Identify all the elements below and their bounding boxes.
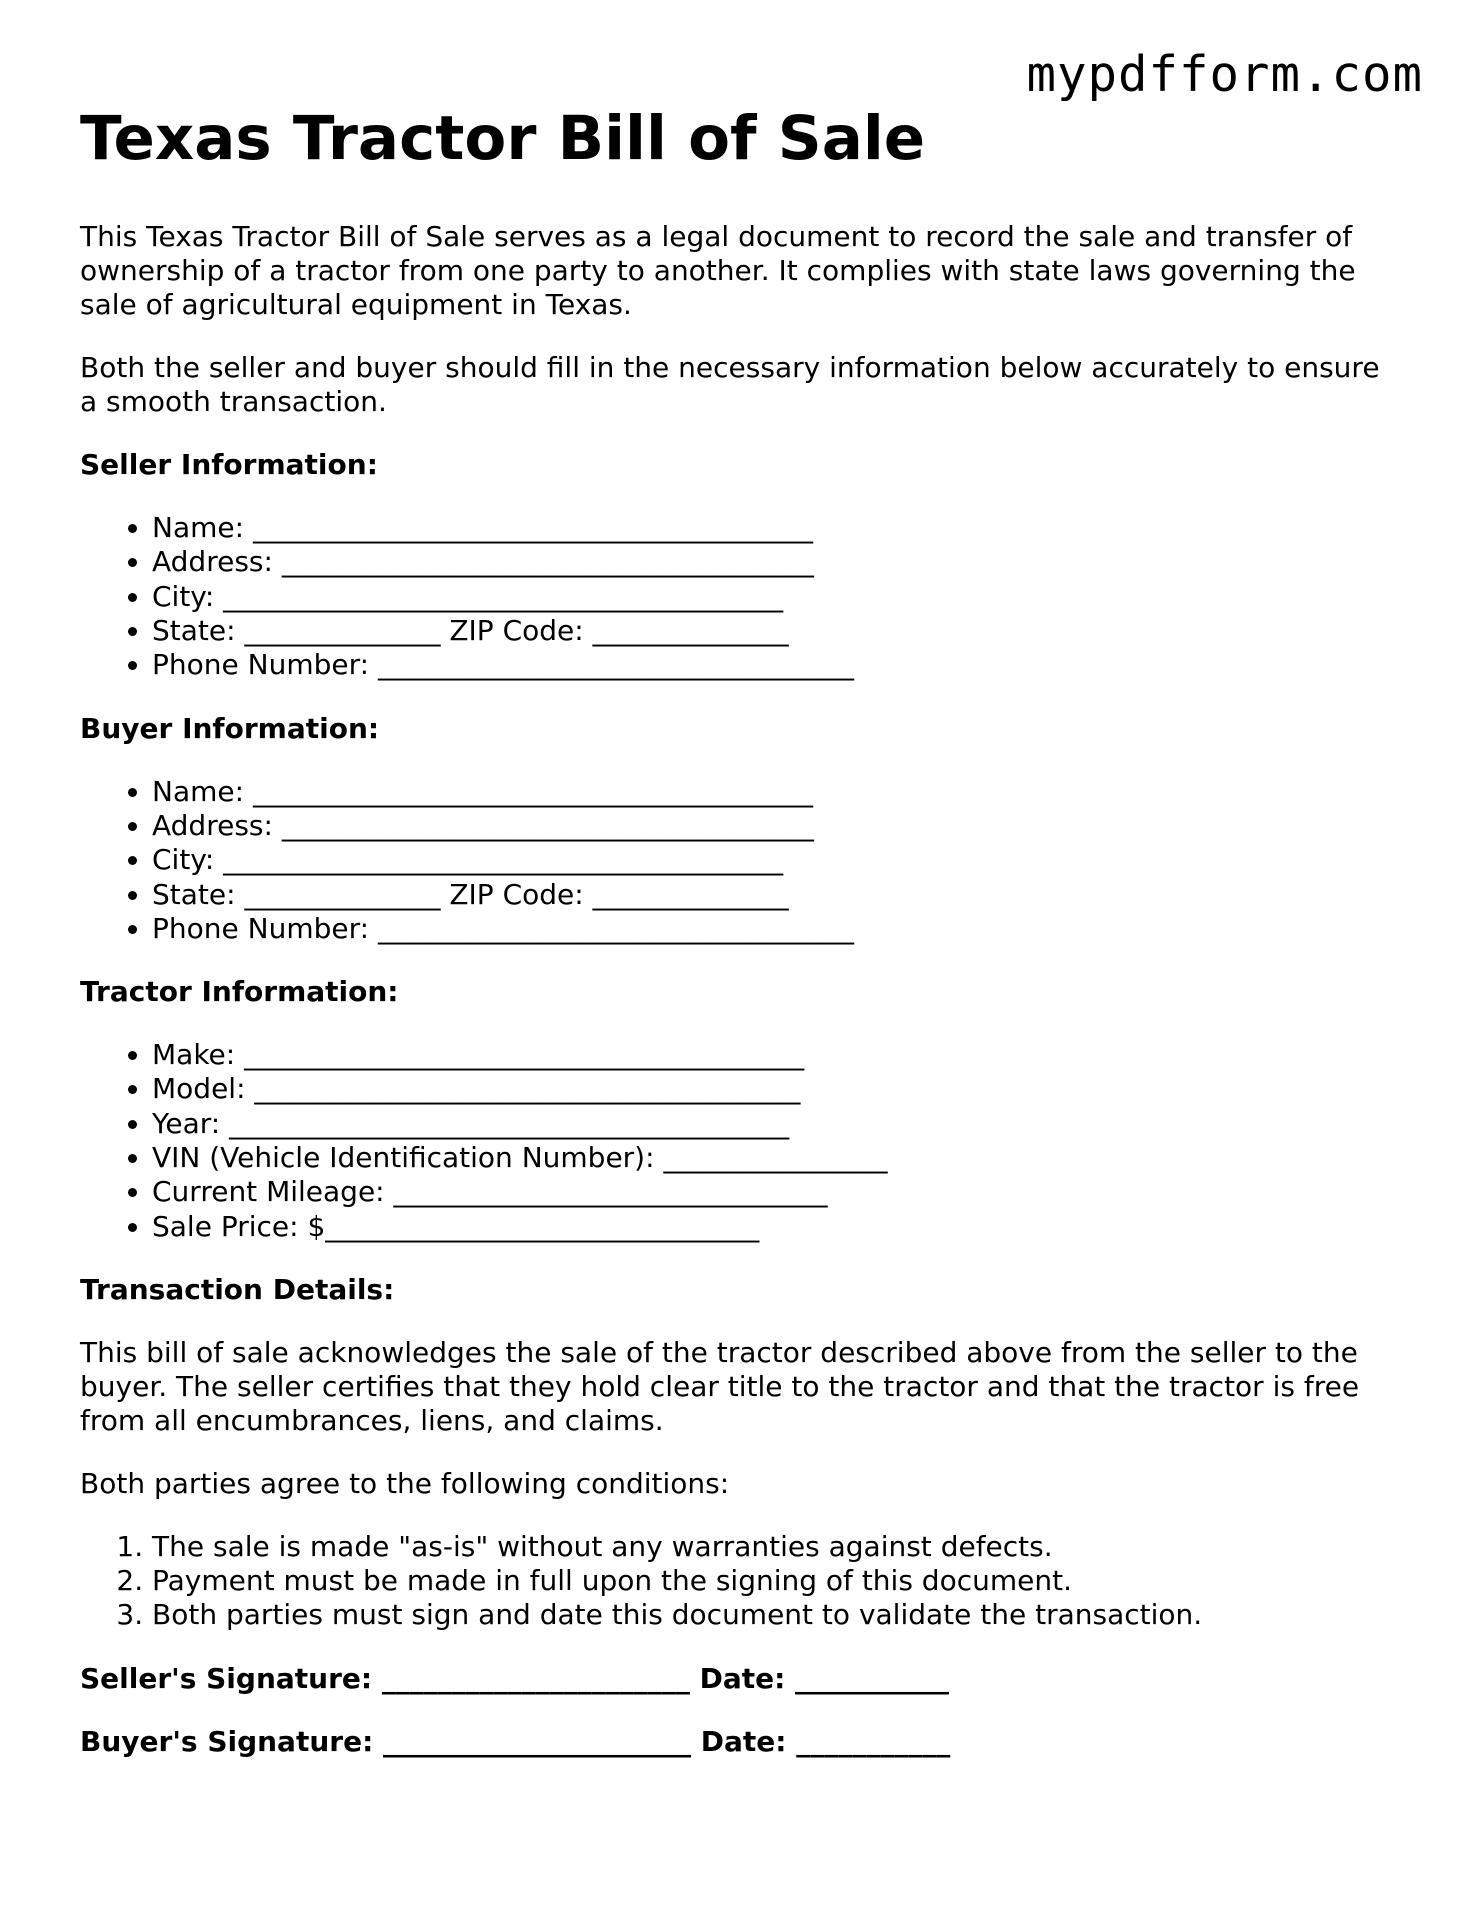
instructions-paragraph: Both the seller and buyer should fill in the necessary information below accurately to ensure a smooth transaction. xyxy=(80,351,1380,419)
buyer-name-field[interactable]: • Name: ________________________________________ xyxy=(152,775,1400,809)
tractor-sale-price-field[interactable]: • Sale Price: $_______________________________ xyxy=(152,1210,1400,1244)
seller-state-zip-field[interactable]: • State: ______________ ZIP Code: ______________ xyxy=(152,614,1400,648)
buyer-city-field[interactable]: • City: ________________________________________ xyxy=(152,843,1400,877)
tractor-make-field[interactable]: • Make: ________________________________________ xyxy=(152,1038,1400,1072)
condition-item: 1. The sale is made "as-is" without any warranties against defects. xyxy=(152,1530,1400,1564)
seller-city-field[interactable]: • City: ________________________________________ xyxy=(152,580,1400,614)
conditions-intro: Both parties agree to the following conditions: xyxy=(80,1466,730,1500)
buyer-information-list xyxy=(80,775,1400,946)
document-page xyxy=(80,104,1400,1788)
transaction-details-heading: Transaction Details: xyxy=(80,1272,395,1306)
tractor-model-field[interactable]: • Model: _______________________________________ xyxy=(152,1072,1400,1106)
tractor-year-field[interactable]: • Year: ________________________________________ xyxy=(152,1107,1400,1141)
seller-address-field[interactable]: • Address: ______________________________________ xyxy=(152,545,1400,579)
seller-name-field[interactable]: • Name: ________________________________________ xyxy=(152,511,1400,545)
buyer-information-heading: Buyer Information: xyxy=(80,711,380,745)
buyer-signature-line[interactable]: Buyer's Signature: ______________________ Date: ___________ xyxy=(80,1724,951,1758)
page-title: Texas Tractor Bill of Sale xyxy=(80,103,926,174)
watermark: mypdfform.com xyxy=(1026,46,1423,103)
seller-information-list xyxy=(80,511,1400,682)
seller-phone-field[interactable]: • Phone Number: __________________________________ xyxy=(152,648,1400,682)
conditions-list xyxy=(80,1530,1400,1633)
buyer-address-field[interactable]: • Address: ______________________________________ xyxy=(152,809,1400,843)
transaction-paragraph: This bill of sale acknowledges the sale of the tractor described above from the seller to the buyer. The seller certifies that they hold clear title to the tractor and that the tractor is free from all encumbrances, liens, and claims. xyxy=(80,1335,1360,1437)
intro-paragraph: This Texas Tractor Bill of Sale serves as a legal document to record the sale and transfer of ownership of a tractor from one party to another. It complies with state laws governing the sale of agricultural equipment in Texas. xyxy=(80,220,1356,322)
tractor-information-heading: Tractor Information: xyxy=(80,975,399,1009)
buyer-state-zip-field[interactable]: • State: ______________ ZIP Code: ______________ xyxy=(152,878,1400,912)
seller-information-heading: Seller Information: xyxy=(80,448,378,482)
seller-signature-line[interactable]: Seller's Signature: ______________________ Date: ___________ xyxy=(80,1661,950,1695)
tractor-mileage-field[interactable]: • Current Mileage: _______________________________ xyxy=(152,1175,1400,1209)
condition-item: 3. Both parties must sign and date this document to validate the transaction. xyxy=(152,1598,1400,1632)
tractor-information-list xyxy=(80,1038,1400,1244)
condition-item: 2. Payment must be made in full upon the signing of this document. xyxy=(152,1564,1400,1598)
buyer-phone-field[interactable]: • Phone Number: __________________________________ xyxy=(152,912,1400,946)
tractor-vin-field[interactable]: • VIN (Vehicle Identification Number): ________________ xyxy=(152,1141,1400,1175)
